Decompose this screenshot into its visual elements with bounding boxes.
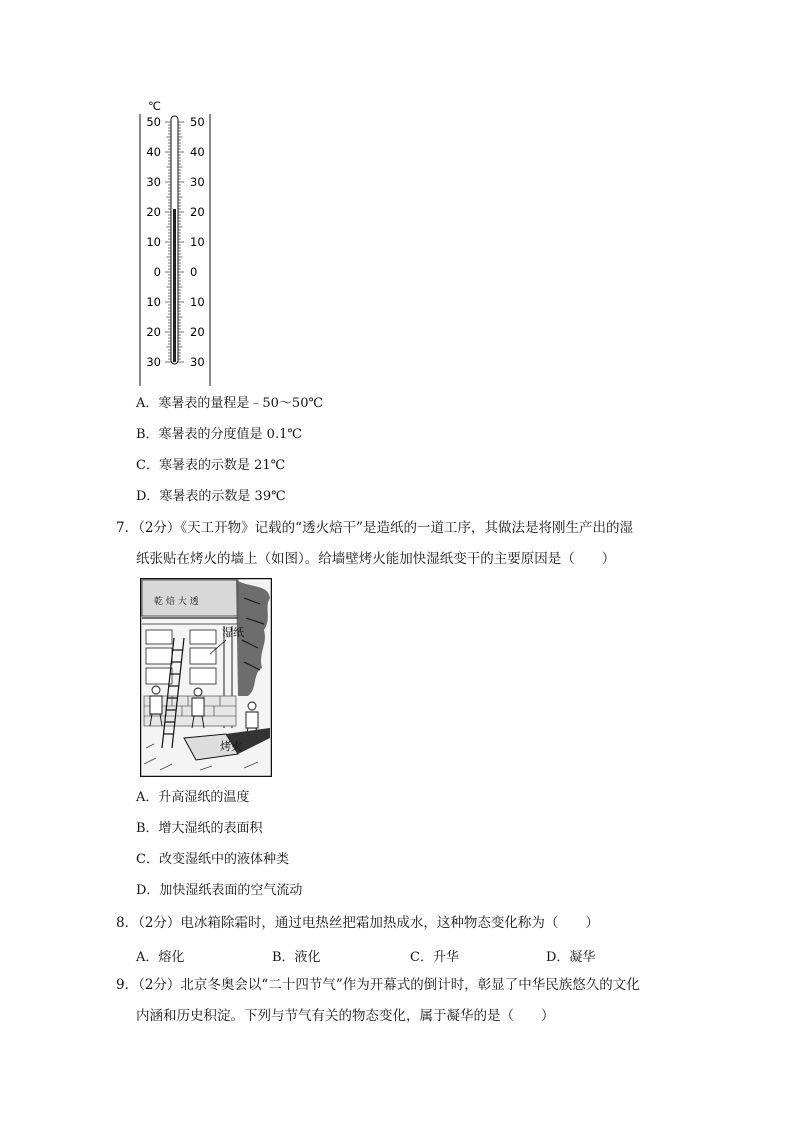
drying-paper-illustration [140, 578, 272, 777]
right-scale-label: 20 [190, 205, 205, 219]
q6-option-a: A．寒暑表的量程是﹣50～50℃ [136, 396, 324, 411]
right-scale-label: 20 [190, 325, 205, 339]
q8-option-a: A．熔化 [136, 950, 185, 965]
right-scale-label: 40 [190, 145, 205, 159]
q9-stem-line2: 内涵和历史积淀。下列与节气有关的物态变化，属于凝华的是（ ） [136, 1008, 555, 1024]
thermometer-figure [136, 98, 216, 388]
q9-stem-line1: 9．（2分）北京冬奥会以“二十四节气”作为开幕式的倒计时，彰显了中华民族悠久的文化 [116, 977, 640, 993]
q7-stem-line1: 7．（2分）《天工开物》记载的“透火焙干”是造纸的一道工序，其做法是将刚生产出的湿 [116, 520, 633, 536]
left-scale-label: 10 [146, 295, 161, 309]
right-scale-label: 30 [190, 355, 205, 369]
left-scale-label: 10 [146, 235, 161, 249]
thermometer-left-scale [146, 115, 161, 369]
q8-option-b: B．液化 [272, 950, 321, 965]
q6-option-d: D．寒暑表的示数是 39℃ [136, 489, 286, 504]
left-scale-label: 30 [146, 355, 161, 369]
thermometer-right-scale [190, 115, 205, 369]
q8-option-d: D．凝华 [546, 950, 596, 965]
q7-option-d: D．加快湿纸表面的空气流动 [136, 883, 303, 898]
q6-option-b: B．寒暑表的分度值是 0.1℃ [136, 427, 302, 442]
right-scale-label: 30 [190, 175, 205, 189]
left-scale-label: 40 [146, 145, 161, 159]
q8-stem-line1: 8．（2分）电冰箱除霜时，通过电热丝把霜加热成水，这种物态变化称为（ ） [116, 915, 599, 931]
illustration-label-wet-paper: 湿纸 [222, 626, 244, 639]
thermometer-unit: ℃ [148, 99, 161, 113]
q7-option-b: B．增大湿纸的表面积 [136, 821, 263, 836]
right-scale-label: 10 [190, 295, 205, 309]
left-scale-label: 0 [153, 265, 161, 279]
q6-option-c: C．寒暑表的示数是 21℃ [136, 458, 286, 473]
right-scale-label: 50 [190, 115, 205, 129]
q7-option-a: A．升高湿纸的温度 [136, 790, 250, 805]
q8-option-c: C．升华 [410, 950, 459, 965]
q7-option-c: C．改变湿纸中的液体种类 [136, 852, 289, 867]
illustration-label-fire: 烤火 [220, 740, 242, 753]
right-scale-label: 10 [190, 235, 205, 249]
left-scale-label: 50 [146, 115, 161, 129]
left-scale-label: 20 [146, 325, 161, 339]
thermometer-liquid [173, 209, 176, 362]
right-scale-label: 0 [190, 265, 198, 279]
illustration-banner: 乾 焙 大 透 [154, 597, 199, 607]
left-scale-label: 20 [146, 205, 161, 219]
left-scale-label: 30 [146, 175, 161, 189]
q7-stem-line2: 纸张贴在烤火的墙上（如图）。给墙壁烤火能加快湿纸变干的主要原因是（ ） [136, 551, 616, 567]
